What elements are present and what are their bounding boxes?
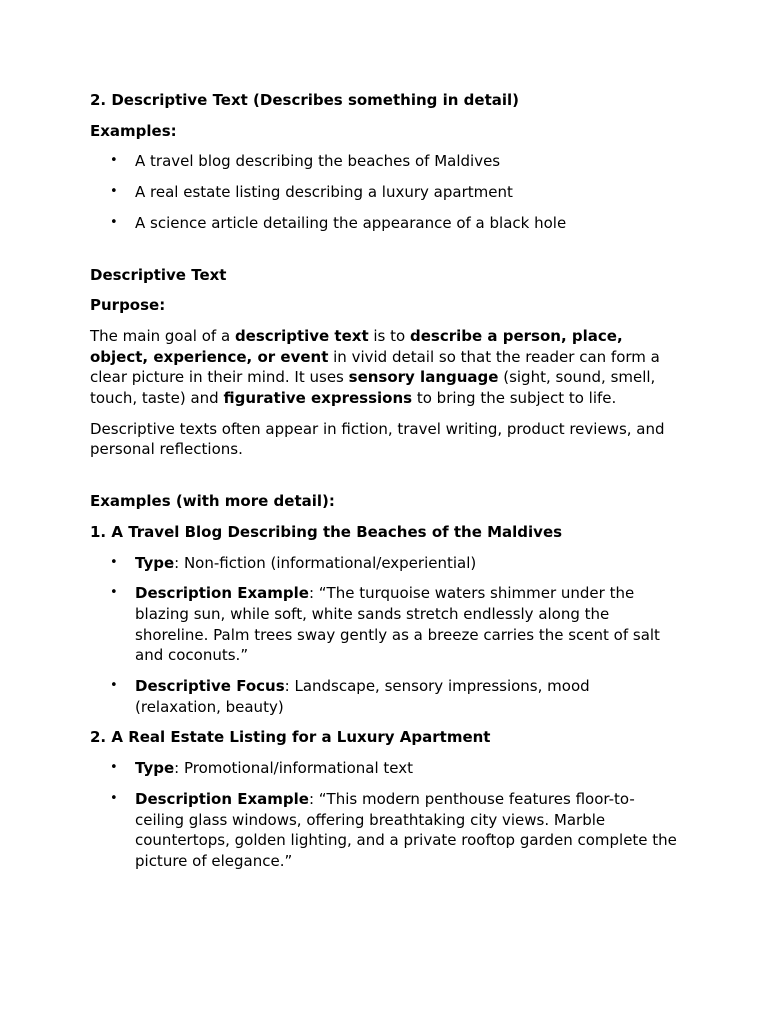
list-item: • Type: Non-fiction (informational/experiential)	[110, 553, 477, 572]
detail-heading: Examples (with more detail):	[90, 492, 335, 511]
document-page	[90, 90, 680, 882]
descriptive-title: Descriptive Text	[90, 265, 227, 284]
purpose-paragraph: The main goal of a descriptive text is to describe a person, place, object, experience, or event in vivid detail so that the reader can form a clear picture in their mind. It uses sensory language (sight, sound, smell, touch, taste) and figurative expressions to bring the subject to life.	[90, 326, 660, 408]
examples-label: Examples:	[90, 121, 177, 140]
bullet-icon: •	[110, 760, 118, 776]
bullet-icon: •	[110, 554, 118, 570]
appear-paragraph: Descriptive texts often appear in fiction, travel writing, product reviews, and personal reflections.	[90, 419, 665, 459]
bullet-icon: •	[110, 214, 118, 230]
bullet-icon: •	[110, 585, 118, 601]
list-item: • A travel blog describing the beaches of Maldives	[110, 152, 501, 171]
bullet-icon: •	[110, 790, 118, 806]
list-item: • Description Example: “The turquoise waters shimmer under the blazing sun, while soft, white sands stretch endlessly along the shoreline. Palm trees sway gently as a breeze carries the scent of salt and coconuts.”	[110, 584, 660, 665]
bullet-icon: •	[110, 184, 118, 200]
example1-heading: 1. A Travel Blog Describing the Beaches of the Maldives	[90, 522, 563, 541]
list-item: • Type: Promotional/informational text	[110, 759, 413, 778]
examples-list	[90, 151, 680, 233]
bullet-icon: •	[110, 153, 118, 169]
bullet-icon: •	[110, 678, 118, 694]
purpose-label: Purpose:	[90, 296, 166, 315]
example1-list	[90, 553, 680, 718]
example2-list	[90, 758, 680, 872]
list-item: • A real estate listing describing a luxury apartment	[110, 183, 513, 202]
list-item: • A science article detailing the appearance of a black hole	[110, 213, 567, 232]
list-item: • Description Example: “This modern penthouse features floor-to-ceiling glass windows, offering breathtaking city views. Marble countertops, golden lighting, and a private rooftop garden complete the picture of elegance.”	[110, 789, 677, 870]
section-heading: 2. Descriptive Text (Describes something in detail)	[90, 91, 519, 109]
list-item: • Descriptive Focus: Landscape, sensory impressions, mood (relaxation, beauty)	[110, 677, 590, 716]
example2-heading: 2. A Real Estate Listing for a Luxury Apartment	[90, 728, 491, 747]
